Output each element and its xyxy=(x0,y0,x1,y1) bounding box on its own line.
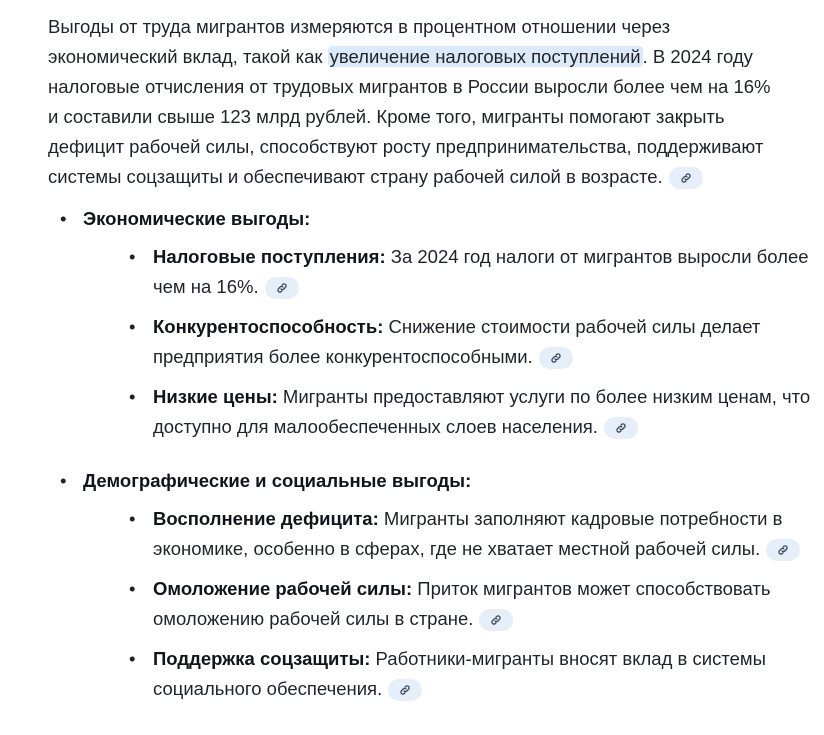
link-icon xyxy=(399,684,411,696)
section-title: Демографические и социальные выгоды: xyxy=(83,470,472,491)
bullet-dot: • xyxy=(60,470,67,491)
citation-link-button[interactable] xyxy=(539,347,573,369)
section-demographic xyxy=(48,466,824,704)
item-label: Поддержка соцзащиты: xyxy=(153,648,371,669)
citation-link-button[interactable] xyxy=(388,679,422,701)
bullet-dot: • xyxy=(129,508,136,529)
bullet-dot: • xyxy=(60,208,67,229)
item-text-line-2: омоложению рабочей силы в стране. xyxy=(153,608,474,629)
section-title: Экономические выгоды: xyxy=(83,208,311,229)
bullet-dot: • xyxy=(129,316,136,337)
highlighted-phrase[interactable]: увеличение налоговых поступлений xyxy=(329,46,641,67)
intro-line-3: налоговые отчисления от трудовых мигрантов в России выросли более чем на 16% xyxy=(48,76,771,97)
item-text-line-1: Снижение стоимости рабочей силы делает xyxy=(383,316,761,337)
intro-paragraph xyxy=(48,12,824,192)
intro-line-4: и составили свыше 123 млрд рублей. Кроме того, мигранты помогают закрыть xyxy=(48,106,725,127)
citation-link-button[interactable] xyxy=(669,167,703,189)
list-item xyxy=(83,242,824,302)
link-icon xyxy=(680,172,692,184)
item-text-line-2: доступно для малообеспеченных слоев населения. xyxy=(153,416,598,437)
citation-link-button[interactable] xyxy=(604,417,638,439)
intro-line-6: системы соцзащиты и обеспечивают страну рабочей силой в возрасте. xyxy=(48,166,663,187)
link-icon xyxy=(490,614,502,626)
item-text-line-1: Мигранты предоставляют услуги по более низким ценам, что xyxy=(277,386,811,407)
link-icon xyxy=(615,422,627,434)
list-item xyxy=(83,644,824,704)
citation-link-button[interactable] xyxy=(479,609,513,631)
item-text-line-1: Работники-мигранты вносят вклад в системы xyxy=(370,648,766,669)
bullet-dot: • xyxy=(129,648,136,669)
item-text-line-2: социального обеспечения. xyxy=(153,678,383,699)
item-label: Восполнение дефицита: xyxy=(153,508,379,529)
item-text-line-1: Приток мигрантов может способствовать xyxy=(412,578,771,599)
demographic-items xyxy=(83,504,824,704)
item-label: Омоложение рабочей силы: xyxy=(153,578,413,599)
link-icon xyxy=(276,282,288,294)
item-text-line-1: За 2024 год налоги от мигрантов выросли более xyxy=(385,246,809,267)
list-item xyxy=(83,382,824,442)
citation-link-button[interactable] xyxy=(265,277,299,299)
item-text-line-2: чем на 16%. xyxy=(153,276,259,297)
answer-content xyxy=(48,12,824,714)
intro-line-1: Выгоды от труда мигрантов измеряются в процентном отношении через xyxy=(48,16,671,37)
item-text-line-1: Мигранты заполняют кадровые потребности в xyxy=(378,508,783,529)
section-economic xyxy=(48,204,824,442)
intro-line-5: дефицит рабочей силы, способствуют росту предпринимательства, поддерживают xyxy=(48,136,764,157)
link-icon xyxy=(550,352,562,364)
link-icon xyxy=(777,544,789,556)
bullet-dot: • xyxy=(129,386,136,407)
intro-line-2-pre: экономический вклад, такой как xyxy=(48,46,323,67)
bullet-dot: • xyxy=(129,246,136,267)
item-text-line-2: предприятия более конкурентоспособными. xyxy=(153,346,533,367)
item-text-line-2: экономике, особенно в сферах, где не хватает местной рабочей силы. xyxy=(153,538,761,559)
list-item xyxy=(83,504,824,564)
list-item xyxy=(83,312,824,372)
citation-link-button[interactable] xyxy=(766,539,800,561)
item-label: Налоговые поступления: xyxy=(153,246,386,267)
economic-items xyxy=(83,242,824,442)
sections-list xyxy=(48,204,824,704)
intro-line-2-post: . В 2024 году xyxy=(642,46,753,67)
item-label: Конкурентоспособность: xyxy=(153,316,384,337)
item-label: Низкие цены: xyxy=(153,386,278,407)
bullet-dot: • xyxy=(129,578,136,599)
list-item xyxy=(83,574,824,634)
